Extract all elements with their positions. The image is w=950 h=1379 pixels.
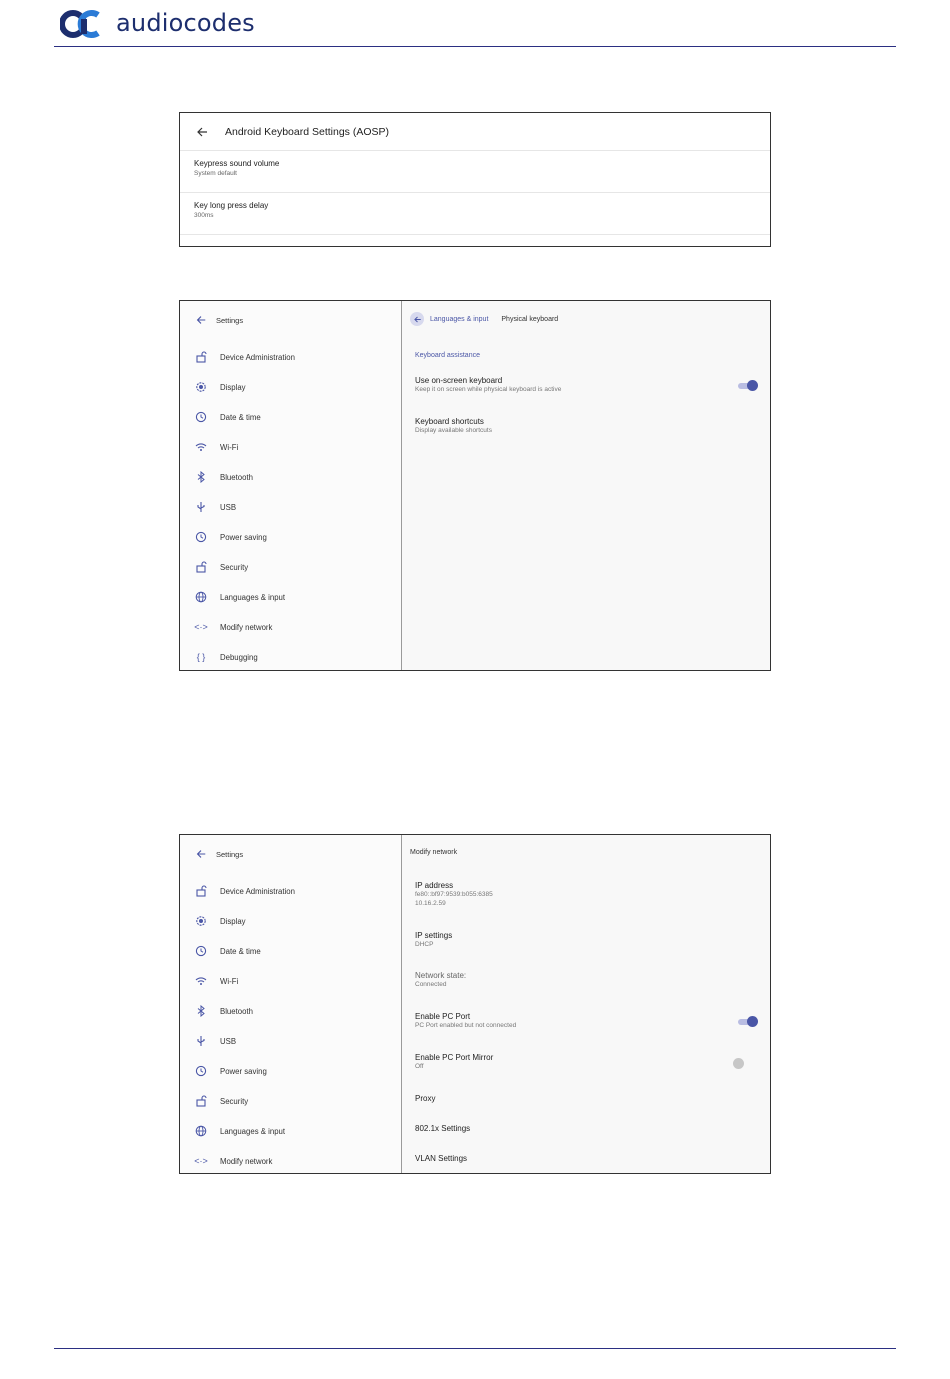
sidebar-item-label: Security [220,562,249,572]
lock-open-icon [194,560,208,574]
network-code-icon: <·> [194,1156,208,1166]
sidebar-item-security[interactable] [194,1094,248,1108]
sidebar-item-languages-input[interactable] [194,590,285,604]
setting-keypress-volume[interactable] [180,151,770,193]
sidebar-item-label: Power saving [220,532,267,542]
sidebar-item-modify-network[interactable] [194,1154,272,1168]
setting-enable-pc-port-mirror[interactable] [415,1053,493,1072]
sidebar-item-security[interactable] [194,560,248,574]
settings-sidebar [180,835,402,1173]
sidebar-item-power-saving[interactable] [194,530,267,544]
sidebar-item-label: USB [220,1036,237,1046]
modify-network-screenshot [179,834,771,1174]
sidebar-item-display[interactable] [194,914,246,928]
breadcrumb [410,312,558,326]
setting-label: Keyboard shortcuts [415,417,484,426]
footer-rule [54,1348,896,1349]
detail-pane [402,835,770,1173]
setting-on-screen-keyboard[interactable] [415,376,755,395]
screen-header [180,113,770,151]
sidebar-item-label: Date & time [220,412,261,422]
setting-label: Proxy [415,1094,436,1103]
sidebar-item-label: Wi-Fi [220,442,239,452]
sidebar-item-label: Security [220,1096,249,1106]
audiocodes-logo [60,9,255,39]
setting-label: 802.1x Settings [415,1124,471,1133]
sidebar-item-usb[interactable] [194,500,236,514]
pane-title: Modify network [410,849,458,856]
settings-sidebar [180,301,402,670]
setting-value: Off [415,1063,424,1070]
pc-port-toggle[interactable] [737,1017,757,1027]
sidebar-item-date-time[interactable] [194,410,261,424]
sidebar-item-label: Modify network [220,622,273,632]
network-code-icon: <·> [194,622,208,632]
sidebar-item-wifi[interactable] [194,974,238,988]
lock-open-icon [194,350,208,364]
brightness-icon [194,914,208,928]
sidebar-item-label: Display [220,916,246,926]
clock-icon [194,1064,208,1078]
physical-keyboard-screenshot [179,300,771,671]
brand-name: audiocodes [116,9,255,37]
back-arrow-icon[interactable] [195,125,209,139]
setting-label: Enable PC Port [415,1012,471,1021]
setting-label: IP settings [415,931,453,940]
sidebar-item-bluetooth[interactable] [194,1004,253,1018]
setting-vlan[interactable] [415,1154,467,1163]
setting-ip-settings[interactable] [415,931,452,950]
setting-label: Enable PC Port Mirror [415,1053,494,1062]
setting-description: Keep it on screen while physical keyboard is active [415,386,562,393]
bluetooth-icon [194,470,208,484]
sidebar-item-label: Debugging [220,652,258,662]
usb-icon [194,1034,208,1048]
setting-label: Keypress sound volume [194,159,280,168]
sidebar-item-date-time[interactable] [194,944,261,958]
on-screen-keyboard-toggle[interactable] [737,381,757,391]
bluetooth-icon [194,1004,208,1018]
setting-keyboard-shortcuts[interactable] [415,417,492,436]
sidebar-item-debugging[interactable] [194,650,258,664]
sidebar-item-label: Bluetooth [220,1006,253,1016]
sidebar-item-modify-network[interactable] [194,620,272,634]
setting-label: Key long press delay [194,201,269,210]
setting-label: Use on-screen keyboard [415,376,503,385]
brightness-icon [194,380,208,394]
setting-value: DHCP [415,941,434,948]
sidebar-item-label: Wi-Fi [220,976,239,986]
sidebar-item-label: Modify network [220,1156,273,1166]
sidebar-item-label: Date & time [220,946,261,956]
clock-icon [194,410,208,424]
setting-label: VLAN Settings [415,1154,468,1163]
ipv6-address: fe80::bf97:9539:b055:6385 [415,891,493,898]
lock-open-icon [194,1094,208,1108]
wifi-icon [194,440,208,454]
setting-description: Display available shortcuts [415,427,492,434]
sidebar-item-label: Bluetooth [220,472,253,482]
braces-icon: { } [196,652,206,662]
setting-enable-pc-port[interactable] [415,1012,516,1031]
sidebar-item-label: Display [220,382,246,392]
audiocodes-logo-icon [60,9,110,39]
setting-network-state [415,971,466,990]
sidebar-item-label: Languages & input [220,592,286,602]
lock-open-icon [194,884,208,898]
sidebar-item-languages-input[interactable] [194,1124,285,1138]
breadcrumb-parent[interactable]: Languages & input [430,315,489,323]
sidebar-item-bluetooth[interactable] [194,470,253,484]
settings-back[interactable] [195,314,243,326]
sidebar-title: Settings [216,315,244,325]
setting-label: Network state: [415,971,467,980]
setting-label: IP address [415,881,454,890]
breadcrumb-current: Physical keyboard [501,315,559,323]
setting-description: PC Port enabled but not connected [415,1022,517,1029]
keyboard-settings-screenshot [179,112,771,247]
setting-value: 300ms [194,212,214,219]
ipv4-address: 10.16.2.59 [415,899,446,907]
back-arrow-icon[interactable] [195,314,207,326]
usb-icon [194,500,208,514]
sidebar-item-label: Languages & input [220,1126,286,1136]
sidebar-item-device-administration[interactable] [194,350,295,364]
setting-long-press-delay[interactable] [180,193,770,235]
settings-back[interactable] [195,848,243,860]
pc-port-mirror-toggle[interactable] [733,1058,744,1069]
sidebar-item-label: Device Administration [220,886,295,896]
sidebar-item-usb[interactable] [194,1034,236,1048]
sidebar-item-device-administration[interactable] [194,884,295,898]
sidebar-item-label: USB [220,502,237,512]
globe-icon [194,1124,208,1138]
setting-proxy[interactable] [415,1094,435,1103]
back-arrow-icon[interactable] [410,312,424,326]
screen-title: Android Keyboard Settings (AOSP) [225,125,390,138]
setting-value: Connected [415,981,447,988]
setting-value: System default [194,170,237,177]
back-arrow-icon[interactable] [195,848,207,860]
sidebar-item-display[interactable] [194,380,246,394]
sidebar-item-wifi[interactable] [194,440,238,454]
wifi-icon [194,974,208,988]
section-header: Keyboard assistance [415,352,480,359]
sidebar-item-label: Device Administration [220,352,295,362]
header-rule [54,46,896,47]
clock-icon [194,530,208,544]
globe-icon [194,590,208,604]
detail-pane [402,301,770,670]
sidebar-title: Settings [216,849,244,859]
setting-8021x[interactable] [415,1124,470,1133]
setting-ip-address[interactable] [415,881,493,908]
sidebar-item-power-saving[interactable] [194,1064,267,1078]
clock-icon [194,944,208,958]
sidebar-item-label: Power saving [220,1066,267,1076]
